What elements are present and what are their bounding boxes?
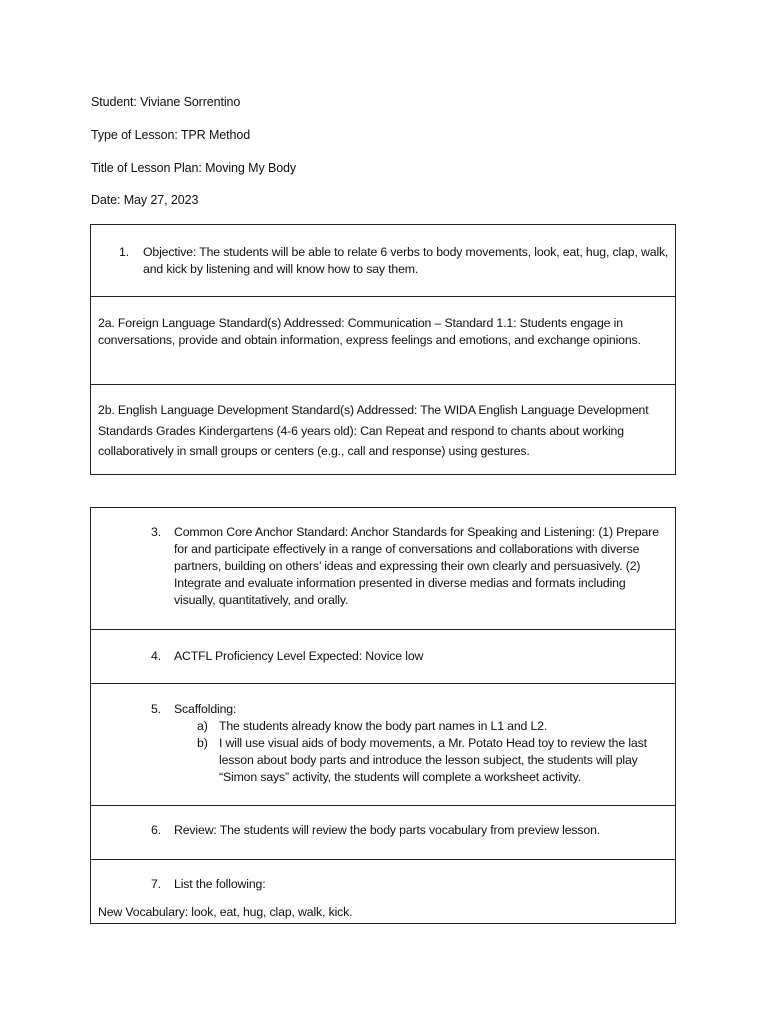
lesson-details-table (90, 507, 676, 924)
scaffolding-heading: Scaffolding: (174, 702, 237, 716)
student-name: Student: Viviane Sorrentino (91, 95, 241, 109)
common-core-text: Common Core Anchor Standard: Anchor Standards for Speaking and Listening: (1) Prepare for and participate effectively in a range of conversations and collaborations with diverse partners, building on others’ ideas and expressing their own clearly and persuasively. (2) Integrate and evaluate information presented in diverse medias and formats including visually, quantitatively, and orally. (174, 525, 659, 607)
common-core-row (91, 508, 675, 630)
foreign-language-standard-row (91, 297, 675, 385)
foreign-language-standard-text: 2a. Foreign Language Standard(s) Addressed: Communication – Standard 1.1: Students engage in conversations, provide and obtain information, express feelings and emotions, and exchange opinions. (98, 316, 641, 347)
item-number: 1. (119, 245, 129, 259)
vocabulary-row (91, 860, 675, 923)
lesson-type: Type of Lesson: TPR Method (91, 128, 251, 142)
review-row (91, 806, 675, 860)
item-number: 6. (151, 823, 161, 837)
item-number: 3. (151, 525, 161, 539)
standards-table (90, 224, 676, 475)
review-text: Review: The students will review the body parts vocabulary from preview lesson. (174, 823, 601, 837)
list-heading: List the following: (174, 877, 266, 891)
item-number: 5. (151, 702, 161, 716)
eld-standard-text: 2b. English Language Development Standard(s) Addressed: The WIDA English Language Development Standards Grades Kindergartens (4-6 years old): Can Repeat and respond to chants about working collaboratively in small groups or centers (e.g., call and response) using gestures. (98, 403, 649, 458)
actfl-row (91, 630, 675, 684)
sub-item-letter: b) (197, 736, 208, 750)
lesson-date: Date: May 27, 2023 (91, 193, 199, 207)
scaffolding-item-b: I will use visual aids of body movements, a Mr. Potato Head toy to review the last lesson about body parts and introduce the lesson subject, the students will play “Simon says” activity, the students will complete a worksheet activity. (219, 736, 647, 784)
scaffolding-item-a: The students already know the body part names in L1 and L2. (219, 719, 548, 733)
objective-row (91, 225, 675, 297)
lesson-title: Title of Lesson Plan: Moving My Body (91, 161, 297, 175)
sub-item-letter: a) (197, 719, 208, 733)
item-number: 4. (151, 649, 161, 663)
new-vocabulary-text: New Vocabulary: look, eat, hug, clap, walk, kick. (98, 905, 353, 919)
scaffolding-row (91, 684, 675, 806)
objective-text: Objective: The students will be able to relate 6 verbs to body movements, look, eat, hug, clap, walk, and kick by listening and will know how to say them. (143, 245, 669, 276)
actfl-text: ACTFL Proficiency Level Expected: Novice low (174, 649, 424, 663)
item-number: 7. (151, 877, 161, 891)
eld-standard-row (91, 385, 675, 474)
